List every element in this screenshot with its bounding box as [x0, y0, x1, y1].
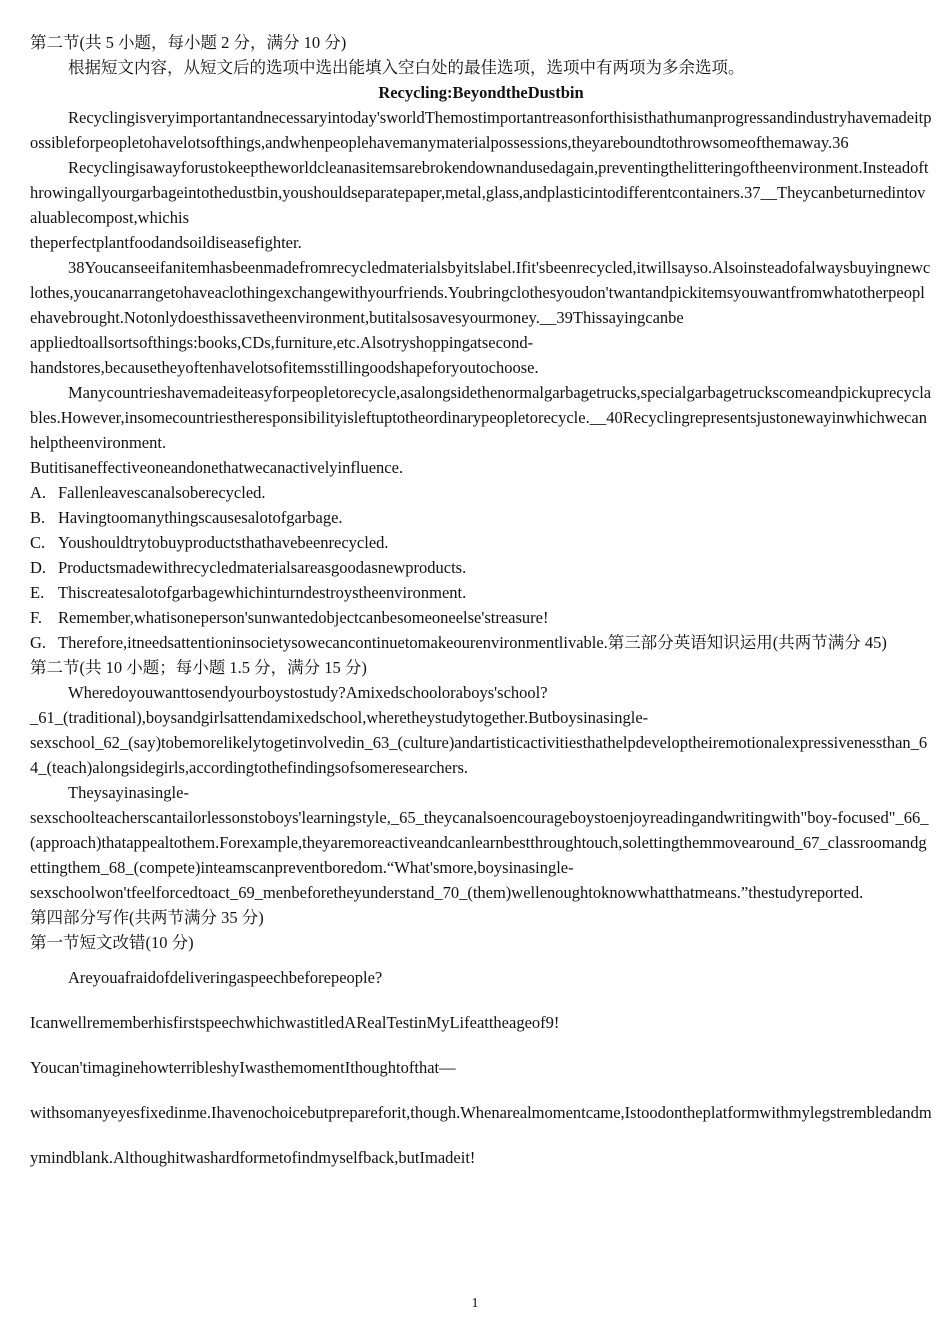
section2-instruction: 根据短文内容，从短文后的选项中选出能填入空白处的最佳选项，选项中有两项为多余选项。 [68, 58, 745, 77]
passage-paragraph-3-cont2: handstores,becausetheyoftenhavelotsofitemsstillingoodshapeforyoutochoose. [30, 358, 539, 377]
part3-header: 第二节(共 10 小题；每小题 1.5 分，满分 15 分) [30, 658, 367, 677]
correction-line-2: IcanwellrememberhisfirstspeechwhichwastitledARealTestinMyLifeattheageof9! [30, 1013, 560, 1032]
passage-title: Recycling:BeyondtheDustbin [378, 83, 584, 102]
option-d: D. Productsmadewithrecycledmaterialsareasgoodasnewproducts. [30, 558, 467, 577]
passage-paragraph-1: Recyclingisveryimportantandnecessaryintoday'sworldThemostimportantreasonforthisisthathumanprogressandindustryhavemadeitpossibleforpeopletohavelotsofthings,andwhenpeoplehavemanymaterialpossessions,theyareboundtothrowsomeofthemaway.36 [30, 108, 932, 152]
document-page [30, 30, 932, 1180]
section2-header: 第二节(共 5 小题，每小题 2 分，满分 10 分) [30, 33, 347, 52]
option-e: E. Thiscreatesalotofgarbagewhichinturndestroystheenvironment. [30, 583, 467, 602]
page-number: 1 [471, 1296, 479, 1311]
part4-subheader: 第一节短文改错(10 分) [30, 933, 194, 952]
passage-paragraph-3-cont: appliedtoallsortsofthings:books,CDs,furniture,etc.Alsotryshoppingatsecond- [30, 333, 534, 352]
cloze-paragraph-2: Theysayinasingle- [68, 783, 189, 802]
passage-paragraph-2-cont: theperfectplantfoodandsoildiseasefighter. [30, 233, 302, 252]
part4-header: 第四部分写作(共两节满分 35 分) [30, 908, 264, 927]
cloze-paragraph-1-cont: _61_(traditional),boysandgirlsattendamixedschool,wheretheystudytogether.Butboysinasingle- [30, 708, 649, 727]
correction-line-4: withsomanyeyesfixedinme.Ihavenochoicebutprepareforit,though.Whenarealmomentcame,Istoodontheplatformwithmylegstrembledandmymindblank.Althoughitwashardformetofindmyselfback,butImadeit! [30, 1103, 932, 1167]
option-c: C. Youshouldtrytobuyproductsthathavebeenrecycled. [30, 533, 389, 552]
passage-paragraph-3: 38Youcanseeifanitemhasbeenmadefromrecycledmaterialsbyitslabel.Ifit'sbeenrecycled,itwillsayso.Alsoinsteadofalwaysbuyingnewclothes,youcanarrangetohaveaclothingexchangewithyourfriends.Youbringclothesyoudon'twantandpickitemsyouwantfromwhatotherpeoplehavebrought.Notonlydoesthissavetheenvironment,butitalsosavesyourmoney.__39Thissayingcanbe [30, 258, 931, 327]
cloze-paragraph-1-cont2: sexschool_62_(say)tobemorelikelytogetinvolvedin_63_(culture)andartisticactivitiesthathelpdeveloptheiremotionalexpressivenessthan_64_(teach)alongsidegirls,accordingtothefindingsofsomeresearchers. [30, 733, 928, 777]
passage-paragraph-2: Recyclingisawayforustokeeptheworldcleanasitemsarebrokendownandusedagain,preventingthelitteringoftheenvironment.Insteadofthrowingallyourgarbageintothedustbin,youshouldseparatepaper,metal,glass,andplasticintodifferentcontainers.37__Theycanbeturnedintovaluablecompost,whichis [30, 158, 929, 227]
option-b: B. Havingtoomanythingscausesalotofgarbage. [30, 508, 343, 527]
correction-line-3: Youcan'timaginehowterribleshyIwasthemomentIthoughtofthat— [30, 1058, 456, 1077]
option-g: G. Therefore,itneedsattentioninsocietysowecancontinuetomakeourenvironmentlivable.第三部分英语知识运用(共两节满分 45) [30, 633, 887, 652]
passage-paragraph-4-cont: Butitisaneffectiveoneandonethatwecanactivelyinfluence. [30, 458, 404, 477]
cloze-paragraph-2-cont2: sexschoolwon'tfeelforcedtoact_69_menbeforetheyunderstand_70_(them)wellenoughtoknowwhatthatmeans.”thestudyreported. [30, 883, 864, 902]
correction-line-1: Areyouafraidofdeliveringaspeechbeforepeople? [68, 968, 383, 987]
option-f: F. Remember,whatisoneperson'sunwantedobjectcanbesomeoneelse'streasure! [30, 608, 549, 627]
option-a: A. Fallenleavescanalsoberecycled. [30, 483, 266, 502]
cloze-paragraph-1: Wheredoyouwanttosendyourboystostudy?Amixedschooloraboys'school? [68, 683, 548, 702]
passage-paragraph-4: Manycountrieshavemadeiteasyforpeopletorecycle,asalongsidethenormalgarbagetrucks,specialgarbagetruckscomeandpickuprecyclables.However,insomecountriestheresponsibilityisleftuptotheordinarypeopletorecycle.__40Recyclingrepresentsjustonewayinwhichwecanhelptheenvironment. [30, 383, 932, 452]
cloze-paragraph-2-cont: sexschoolteacherscantailorlessonstoboys'learningstyle,_65_theycanalsoencourageboystoenjoyreadingandwritingwith"boy-focused"_66_(approach)thatappealtothem.Forexample,theyaremoreactiveandcanlearnbestthroughtouch,solettingthemmovearound_67_classroomandgettingthem_68_(compete)inteamscanpreventboredom.“What'smore,boysinasingle- [30, 808, 929, 877]
